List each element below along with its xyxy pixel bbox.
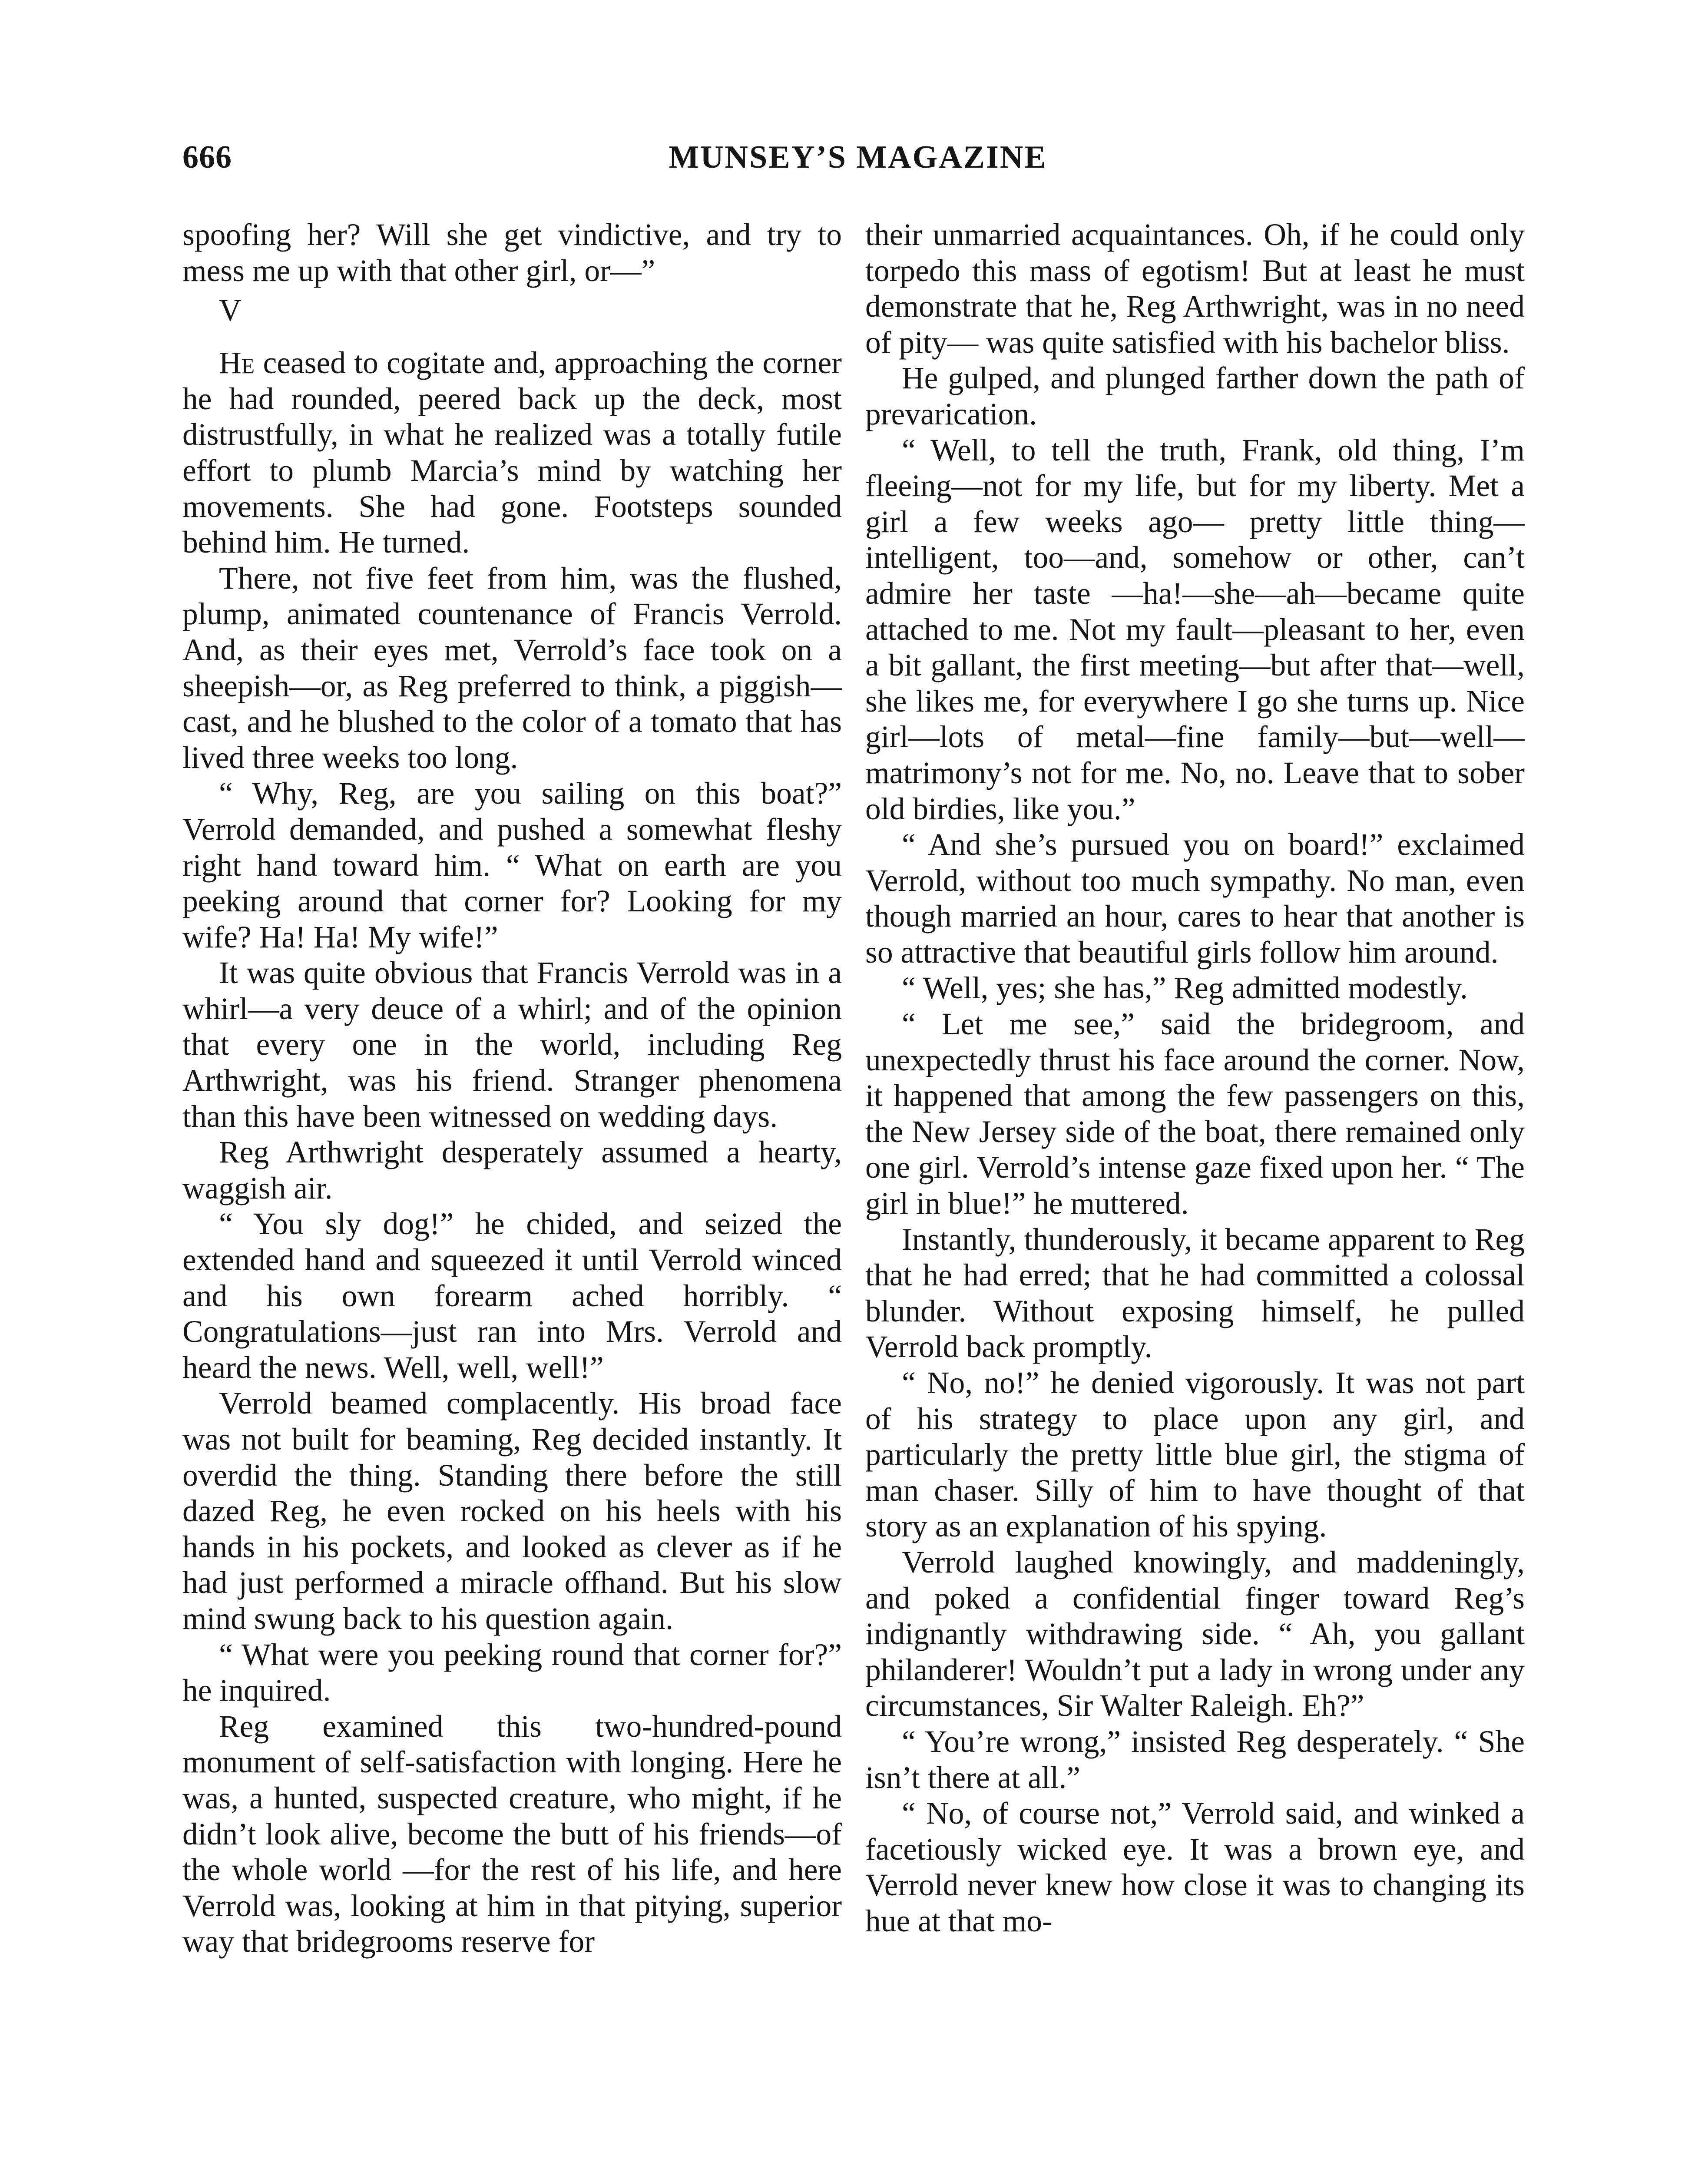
paragraph: Reg examined this two-hundred-pound monument of self-satisfaction with longing. Here he was, a hunted, suspected creature, who might, if he didn’t look alive, become the butt of his friends—of the whole world —for the rest of his life, and here Verrold was, looking at him in that pitying, superior way that bridegrooms reserve for <box>182 1709 842 1959</box>
paragraph: “ No, no!” he denied vigorously. It was not part of his strategy to place upon any girl, and particularly the pretty little blue girl, the stigma of man chaser. Silly of him to have thought of that story as an explanation of his spying. <box>865 1366 1525 1544</box>
paragraph: “ Well, to tell the truth, Frank, old thing, I’m fleeing—not for my life, but for my liberty. Met a girl a few weeks ago— pretty little thing—intelligent, too—and, somehow or other, can’t admire her taste —ha!—she—ah—became quite attached to me. Not my fault—pleasant to her, even a bit gallant, the first meeting—but after that—well, she likes me, for everywhere I go she turns up. Nice girl—lots of metal—fine family—but—well—matrimony’s not for me. No, no. Leave that to sober old birdies, like you.” <box>865 433 1525 826</box>
paragraph: “ You’re wrong,” insisted Reg desperately. “ She isn’t there at all.” <box>865 1724 1525 1795</box>
paragraph: their unmarried acquaintances. Oh, if he could only torpedo this mass of egotism! But at least he must demonstrate that he, Reg Arthwright, was in no need of pity— was quite satisfied with his bachelor bliss. <box>865 218 1525 360</box>
section-opening-word: He <box>219 346 255 381</box>
paragraph: He gulped, and plunged farther down the path of prevarication. <box>865 361 1525 431</box>
paragraph: It was quite obvious that Francis Verrold was in a whirl—a very deuce of a whirl; and of the opinion that every one in the world, including Reg Arthwright, was his friend. Stranger phenomena than this have been witnessed on wedding days. <box>182 956 842 1134</box>
running-head: MUNSEY’S MAGAZINE <box>669 139 1047 175</box>
paragraph: There, not five feet from him, was the flushed, plump, animated countenance of Francis Verrold. And, as their eyes met, Verrold’s face took on a sheepish—or, as Reg preferred to think, a piggish—cast, and he blushed to the color of a tomato that has lived three weeks too long. <box>182 561 842 775</box>
paragraph: “ What were you peeking round that corner for?” he inquired. <box>182 1637 842 1708</box>
left-column <box>182 217 842 1960</box>
paragraph: “ Why, Reg, are you sailing on this boat?” Verrold demanded, and pushed a somewhat fleshy right hand toward him. “ What on earth are you peeking around that corner for? Looking for my wife? Ha! Ha! My wife!” <box>182 776 842 954</box>
paragraph: “ No, of course not,” Verrold said, and winked a facetiously wicked eye. It was a brown eye, and Verrold never knew how close it was to changing its hue at that mo- <box>865 1796 1525 1938</box>
paragraph: Verrold beamed complacently. His broad face was not built for beaming, Reg decided instantly. It overdid the thing. Standing there before the still dazed Reg, he even rocked on his heels with his hands in his pockets, and looked as clever as if he had just performed a miracle offhand. But his slow mind swung back to his question again. <box>182 1386 842 1636</box>
paragraph: “ You sly dog!” he chided, and seized the extended hand and squeezed it until Verrold winced and his own forearm ached horribly. “ Congratulations—just ran into Mrs. Verrold and heard the news. Well, well, well!” <box>182 1207 842 1385</box>
paragraph: “ Let me see,” said the bridegroom, and unexpectedly thrust his face around the corner. Now, it happened that among the few passengers on this, the New Jersey side of the boat, there remained only one girl. Verrold’s intense gaze fixed upon her. “ The girl in blue!” he muttered. <box>865 1007 1525 1221</box>
paragraph: Instantly, thunderously, it became apparent to Reg that he had erred; that he had committed a colossal blunder. Without exposing himself, he pulled Verrold back promptly. <box>865 1222 1525 1364</box>
paragraph: Verrold laughed knowingly, and maddeningly, and poked a confidential finger toward Reg’s indignantly withdrawing side. “ Ah, you gallant philanderer! Wouldn’t put a lady in wrong under any circumstances, Sir Walter Raleigh. Eh?” <box>865 1545 1525 1723</box>
paragraph: “ Well, yes; she has,” Reg admitted modestly. <box>902 971 1468 1006</box>
paragraph <box>182 345 842 561</box>
paragraph: Reg Arthwright desperately assumed a hearty, waggish air. <box>182 1135 842 1205</box>
section-numeral: V <box>219 293 242 328</box>
page-header <box>182 139 1533 187</box>
paragraph: spoofing her? Will she get vindictive, and try to mess me up with that other girl, or—” <box>182 218 842 288</box>
paragraph: “ And she’s pursued you on board!” exclaimed Verrold, without too much sympathy. No man, even though married an hour, cares to hear that another is so attractive that beautiful girls follow him around. <box>865 828 1525 970</box>
page-number: 666 <box>182 139 232 175</box>
paragraph-text: ceased to cogitate and, approaching the corner he had rounded, peered back up the deck, most distrustfully, in what he realized was a totally futile effort to plumb Marcia’s mind by watching her movements. She had gone. Footsteps sounded behind him. He turned. <box>182 346 842 560</box>
right-column <box>865 217 1525 1940</box>
